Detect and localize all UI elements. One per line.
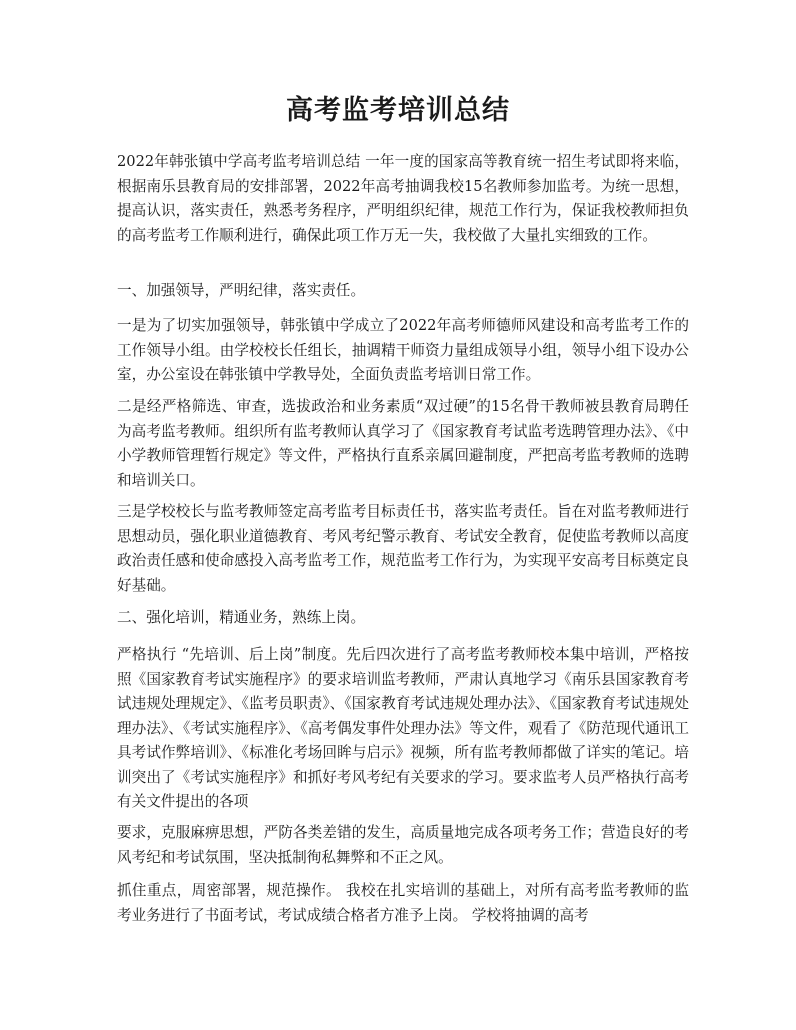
paragraph-requirements: 要求，克服麻痹思想，严防各类差错的发生，高质量地完成各项考务工作；营造良好的考风考纪和考试氛围，坚决抵制徇私舞弊和不正之风。 (117, 824, 689, 866)
paragraph-intro: 2022年韩张镇中学高考监考培训总结 一年一度的国家高等教育统一招生考试即将来临，根据南乐县教育局的安排部署，2022年高考抽调我校15名教师参加监考。为统一思想，提高认识，落实责任，熟悉考务程序，严明组织纪律，规范工作行为，保证我校教师担负的高考监考工作顺利进行，确保此项工作万无一失，我校做了大量扎实细致的工作。 (117, 153, 689, 244)
paragraph-training: 严格执行 “先培训、后上岗”制度。先后四次进行了高考监考教师校本集中培训，严格按照《国家教育考试实施程序》的要求培训监考教师，严肃认真地学习《南乐县国家教育考试违规处理规定》、《监考员职责》、《国家教育考试违规处理办法》、《国家教育考试违规处理办法》、《考试实施程序》、《高考偶发事件处理办法》等文件，观看了《防范现代通讯工具考试作弊培训》、《标准化考场回眸与启示》视频，所有监考教师都做了详实的笔记。培训突出了《考试实施程序》和抓好考风考纪有关要求的学习。要求监考人员严格执行高考有关文件提出的各项 (117, 646, 689, 810)
section-heading-1: 一、加强领导，严明纪律，落实责任。 (117, 282, 366, 299)
section-heading-2: 二、强化培训，精通业务，熟练上岗。 (117, 609, 366, 626)
document-title: 高考监考培训总结 (286, 95, 510, 126)
paragraph-responsibility: 三是学校校长与监考教师签定高考监考目标责任书，落实监考责任。旨在对监考教师进行思想动员，强化职业道德教育、考风考纪警示教育、考试安全教育，促使监考教师以高度政治责任感和使命感投入高考监考工作，规范监考工作行为，为实现平安高考目标奠定良好基础。 (117, 503, 689, 594)
paragraph-selection: 二是经严格筛选、审查，选拔政治和业务素质“双过硬”的15名骨干教师被县教育局聘任为高考监考教师。组织所有监考教师认真学习了《国家教育考试监考选聘管理办法》、《中小学教师管理暂行规定》等文件，严格执行直系亲属回避制度，严把高考监考教师的选聘和培训关口。 (117, 398, 689, 489)
paragraph-key-points: 抓住重点，周密部署，规范操作。 我校在扎实培训的基础上，对所有高考监考教师的监考业务进行了书面考试，考试成绩合格者方准予上岗。 学校将抽调的高考 (117, 882, 689, 924)
paragraph-leadership: 一是为了切实加强领导，韩张镇中学成立了2022年高考师德师风建设和高考监考工作的工作领导小组。由学校校长任组长，抽调精干师资力量组成领导小组，领导小组下设办公室，办公室设在韩张镇中学教导处，全面负责监考培训日常工作。 (117, 317, 689, 383)
